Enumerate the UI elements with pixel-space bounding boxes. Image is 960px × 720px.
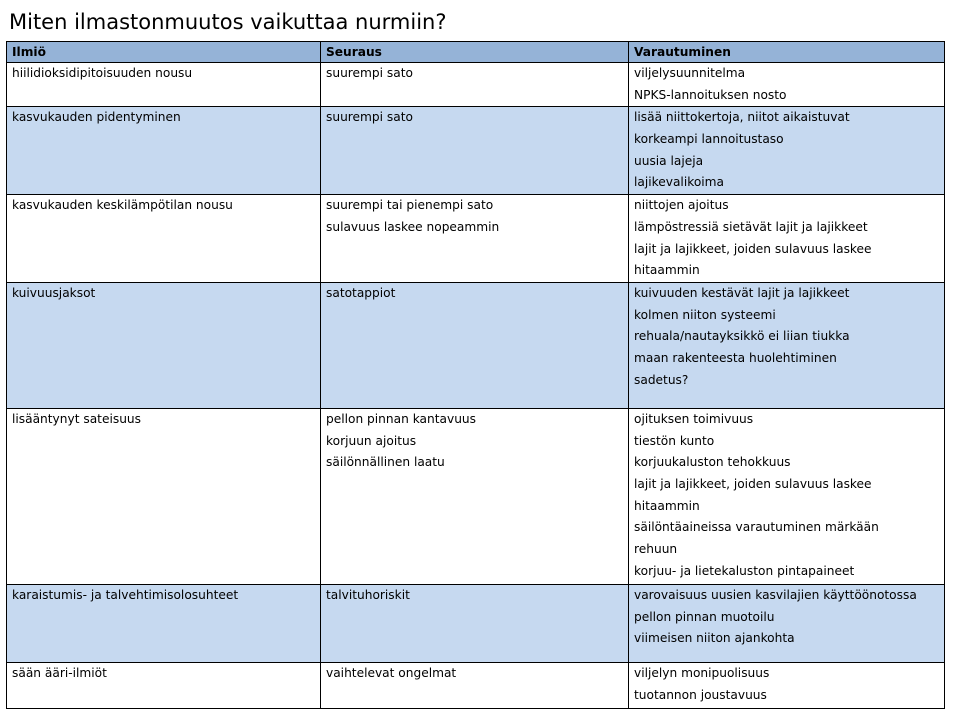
climate-impact-table <box>6 41 945 709</box>
varautuminen-cell <box>629 63 945 107</box>
cell-line: lajit ja lajikkeet, joiden sulavuus laskee <box>634 241 872 256</box>
cell-line: korjuukaluston tehokkuus <box>634 455 791 470</box>
ilmio-cell <box>7 584 321 662</box>
cell-line: korjuun ajoitus <box>326 433 417 448</box>
ilmio-cell <box>7 63 321 107</box>
ilmio-cell <box>7 282 321 408</box>
cell-line: karaistumis- ja talvehtimisolosuhteet <box>12 587 239 602</box>
varautuminen-cell <box>629 282 945 408</box>
varautuminen-cell <box>629 408 945 584</box>
cell-line: viljelysuunnitelma <box>634 66 746 80</box>
cell-line: suurempi sato <box>326 66 413 80</box>
cell-line: lisää niittokertoja, niitot aikaistuvat <box>634 110 850 125</box>
table-row <box>7 107 945 195</box>
cell-line: NPKS-lannoituksen nosto <box>634 87 787 102</box>
page-title: Miten ilmastonmuutos vaikuttaa nurmiin? <box>9 10 447 34</box>
varautuminen-cell <box>629 584 945 662</box>
cell-line: satotappiot <box>326 285 396 300</box>
cell-line: rehuala/nautayksikkö ei liian tiukka <box>634 329 850 344</box>
cell-line: lajikevalikoima <box>634 175 725 190</box>
cell-line: tiestön kunto <box>634 433 715 448</box>
cell-line: kasvukauden keskilämpötilan nousu <box>12 198 233 213</box>
cell-line: varovaisuus uusien kasvilajien käyttöönotossa <box>634 587 917 602</box>
table-row <box>7 662 945 708</box>
cell-line: viimeisen niiton ajankohta <box>634 631 795 646</box>
cell-line: pellon pinnan kantavuus <box>326 411 476 426</box>
seuraus-cell <box>321 584 629 662</box>
header-seuraus: Seuraus <box>321 42 629 63</box>
seuraus-cell <box>321 63 629 107</box>
seuraus-cell <box>321 282 629 408</box>
cell-line: talvituhoriskit <box>326 587 410 602</box>
ilmio-cell <box>7 107 321 195</box>
cell-line: kasvukauden pidentyminen <box>12 110 181 125</box>
cell-line: maan rakenteesta huolehtiminen <box>634 350 837 365</box>
table-row <box>7 195 945 283</box>
table-row <box>7 408 945 584</box>
seuraus-cell <box>321 195 629 283</box>
cell-line: sään ääri-ilmiöt <box>12 665 107 680</box>
cell-line: kolmen niiton systeemi <box>634 307 776 322</box>
table-row <box>7 63 945 107</box>
cell-line: tuotannon joustavuus <box>634 687 767 702</box>
table-row <box>7 282 945 408</box>
cell-line: suurempi sato <box>326 110 413 125</box>
varautuminen-cell <box>629 195 945 283</box>
cell-line: säilönnällinen laatu <box>326 455 445 470</box>
cell-line: viljelyn monipuolisuus <box>634 665 770 680</box>
cell-line: hitaammin <box>634 263 700 278</box>
cell-line: sadetus? <box>634 372 689 387</box>
header-varautuminen: Varautuminen <box>629 42 945 63</box>
ilmio-cell <box>7 662 321 708</box>
header-ilmio: Ilmiö <box>7 42 321 63</box>
cell-line: lisääntynyt sateisuus <box>12 411 141 426</box>
cell-line: korkeampi lannoitustaso <box>634 132 784 147</box>
cell-line: pellon pinnan muotoilu <box>634 609 775 624</box>
cell-line: lämpöstressiä sietävät lajit ja lajikkeet <box>634 219 868 234</box>
cell-line: lajit ja lajikkeet, joiden sulavuus laskee <box>634 476 872 491</box>
seuraus-cell <box>321 107 629 195</box>
table-header-row <box>7 42 945 63</box>
cell-line: kuivuuden kestävät lajit ja lajikkeet <box>634 285 850 300</box>
cell-line: sulavuus laskee nopeammin <box>326 219 500 234</box>
cell-line: hiilidioksidipitoisuuden nousu <box>12 66 193 80</box>
seuraus-cell <box>321 662 629 708</box>
table-row <box>7 584 945 662</box>
cell-line: ojituksen toimivuus <box>634 411 754 426</box>
cell-line: vaihtelevat ongelmat <box>326 665 457 680</box>
cell-line: hitaammin <box>634 498 700 513</box>
cell-line: niittojen ajoitus <box>634 198 729 213</box>
cell-line: korjuu- ja lietekaluston pintapaineet <box>634 563 855 578</box>
seuraus-cell <box>321 408 629 584</box>
cell-line: suurempi tai pienempi sato <box>326 198 494 213</box>
ilmio-cell <box>7 408 321 584</box>
cell-line: rehuun <box>634 542 678 556</box>
cell-line: säilöntäaineissa varautuminen märkään <box>634 520 879 535</box>
cell-line: uusia lajeja <box>634 153 704 168</box>
varautuminen-cell <box>629 107 945 195</box>
ilmio-cell <box>7 195 321 283</box>
varautuminen-cell <box>629 662 945 708</box>
cell-line: kuivuusjaksot <box>12 285 96 300</box>
